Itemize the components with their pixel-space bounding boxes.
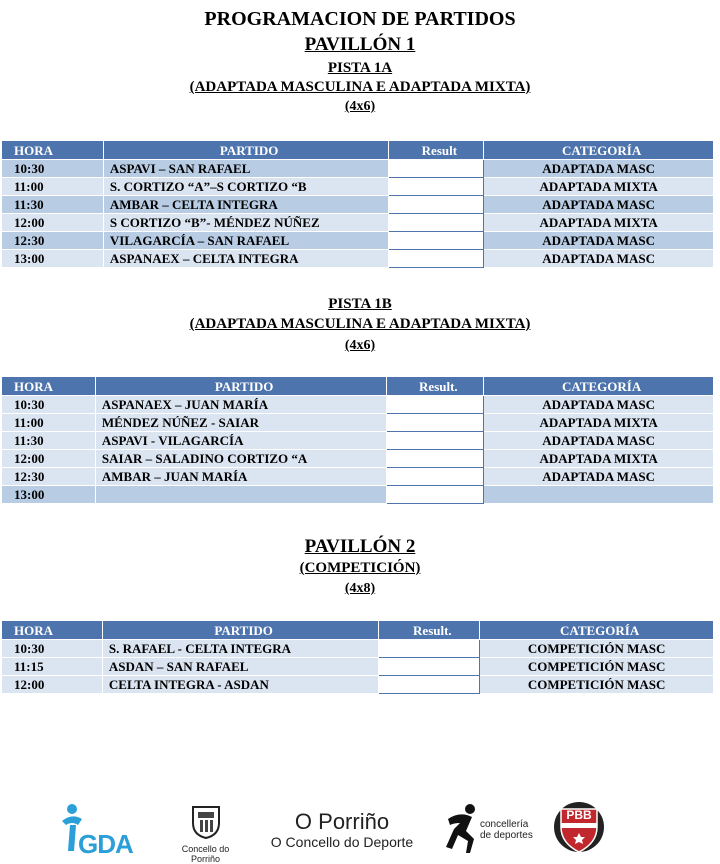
categoria-cell: ADAPTADA MASC xyxy=(484,232,714,250)
pbb-logo xyxy=(552,797,606,857)
categoria-cell: ADAPTADA MASC xyxy=(484,468,714,486)
categoria-cell: ADAPTADA MIXTA xyxy=(484,214,714,232)
oporrino-logo xyxy=(262,809,422,854)
crest-icon xyxy=(190,803,222,839)
result-cell[interactable] xyxy=(389,178,484,196)
categoria-cell: ADAPTADA MASC xyxy=(484,250,714,268)
pista1a-subtitle: (ADAPTADA MASCULINA E ADAPTADA MIXTA) xyxy=(189,79,531,95)
table-header-row xyxy=(2,621,714,640)
partido-cell: ASPANAEX – CELTA INTEGRA xyxy=(103,250,389,268)
hora-cell: 13:00 xyxy=(2,250,104,268)
categoria-cell: ADAPTADA MASC xyxy=(484,196,714,214)
result-cell[interactable] xyxy=(389,250,484,268)
hora-cell: 12:30 xyxy=(2,468,96,486)
table-row xyxy=(2,178,714,196)
col-categoria: CATEGORÍA xyxy=(484,141,714,160)
pavilion2-table xyxy=(1,620,714,694)
hora-cell: 11:00 xyxy=(2,414,96,432)
pavilion2-format: (4x8) xyxy=(344,581,376,596)
hora-cell: 11:15 xyxy=(2,658,103,676)
categoria-cell: ADAPTADA MASC xyxy=(484,432,714,450)
col-result: Result xyxy=(389,141,484,160)
table-row xyxy=(2,396,714,414)
table-header-row xyxy=(2,377,714,396)
partido-cell: S. RAFAEL - CELTA INTEGRA xyxy=(102,640,379,658)
pista1b-title: PISTA 1B xyxy=(328,296,392,312)
partido-cell: VILAGARCÍA – SAN RAFAEL xyxy=(103,232,389,250)
categoria-cell: COMPETICIÓN MASC xyxy=(480,676,714,694)
table-row xyxy=(2,640,714,658)
table-row xyxy=(2,468,714,486)
col-hora: HORA xyxy=(2,377,96,396)
table-row xyxy=(2,486,714,504)
table-header-row xyxy=(2,141,714,160)
result-cell[interactable] xyxy=(387,450,484,468)
col-result: Result. xyxy=(387,377,484,396)
page-title: PROGRAMACION DE PARTIDOS xyxy=(204,8,516,30)
hora-cell: 10:30 xyxy=(2,160,104,178)
gda-wordmark: GDA xyxy=(78,829,133,859)
result-cell[interactable] xyxy=(389,160,484,178)
table-row xyxy=(2,214,714,232)
pista1a-table xyxy=(1,140,714,268)
categoria-cell: ADAPTADA MASC xyxy=(484,396,714,414)
categoria-cell: COMPETICIÓN MASC xyxy=(480,658,714,676)
result-cell[interactable] xyxy=(387,414,484,432)
table-row xyxy=(2,160,714,178)
concello-porrino-label: Concello do Porriño xyxy=(181,844,230,864)
result-cell[interactable] xyxy=(387,396,484,414)
result-cell[interactable] xyxy=(379,658,480,676)
partido-cell xyxy=(95,486,387,504)
pbb-wordmark: PBB xyxy=(566,808,592,822)
categoria-cell: ADAPTADA MASC xyxy=(484,160,714,178)
partido-cell: AMBAR – CELTA INTEGRA xyxy=(103,196,389,214)
partido-cell: ASPANAEX – JUAN MARÍA xyxy=(95,396,387,414)
concelleria-deportes-logo xyxy=(440,801,550,857)
col-categoria: CATEGORÍA xyxy=(484,377,714,396)
hora-cell: 11:00 xyxy=(2,178,104,196)
runner-icon xyxy=(440,801,482,857)
oporrino-subtitle: O Concello do Deporte xyxy=(270,834,414,850)
categoria-cell: ADAPTADA MIXTA xyxy=(484,414,714,432)
table-row xyxy=(2,432,714,450)
hora-cell: 12:00 xyxy=(2,214,104,232)
table-row xyxy=(2,414,714,432)
concelleria-line2: de deportes xyxy=(480,830,533,841)
hora-cell: 11:30 xyxy=(2,432,96,450)
col-partido: PARTIDO xyxy=(103,141,389,160)
result-cell[interactable] xyxy=(387,486,484,504)
col-partido: PARTIDO xyxy=(102,621,379,640)
hora-cell: 13:00 xyxy=(2,486,96,504)
pista1b-subtitle: (ADAPTADA MASCULINA E ADAPTADA MIXTA) xyxy=(189,316,531,332)
result-cell[interactable] xyxy=(379,640,480,658)
table-row xyxy=(2,232,714,250)
partido-cell: MÉNDEZ NÚÑEZ - SAIAR xyxy=(95,414,387,432)
partido-cell: ASPAVI – SAN RAFAEL xyxy=(103,160,389,178)
pavilion1-title: PAVILLÓN 1 xyxy=(304,34,416,55)
pavilion2-title: PAVILLÓN 2 xyxy=(304,536,416,557)
hora-cell: 10:30 xyxy=(2,640,103,658)
table-row xyxy=(2,250,714,268)
col-hora: HORA xyxy=(2,141,104,160)
result-cell[interactable] xyxy=(389,214,484,232)
gda-logo xyxy=(58,799,146,859)
categoria-cell: COMPETICIÓN MASC xyxy=(480,640,714,658)
partido-cell: ASDAN – SAN RAFAEL xyxy=(102,658,379,676)
pista1b-format: (4x6) xyxy=(344,338,376,353)
pista1a-format: (4x6) xyxy=(344,99,376,114)
pista1b-table xyxy=(1,376,714,504)
hora-cell: 11:30 xyxy=(2,196,104,214)
categoria-cell: ADAPTADA MIXTA xyxy=(484,178,714,196)
hora-cell: 12:30 xyxy=(2,232,104,250)
table-row xyxy=(2,658,714,676)
partido-cell: SAIAR – SALADINO CORTIZO “A xyxy=(95,450,387,468)
partido-cell: CELTA INTEGRA - ASDAN xyxy=(102,676,379,694)
result-cell[interactable] xyxy=(387,432,484,450)
result-cell[interactable] xyxy=(389,232,484,250)
partido-cell: S. CORTIZO “A”–S CORTIZO “B xyxy=(103,178,389,196)
concello-porrino-logo xyxy=(168,803,243,864)
table-row xyxy=(2,196,714,214)
sponsor-logos xyxy=(0,795,720,864)
table-row xyxy=(2,450,714,468)
partido-cell: AMBAR – JUAN MARÍA xyxy=(95,468,387,486)
categoria-cell xyxy=(484,486,714,504)
col-categoria: CATEGORÍA xyxy=(480,621,714,640)
hora-cell: 10:30 xyxy=(2,396,96,414)
hora-cell: 12:00 xyxy=(2,450,96,468)
categoria-cell: ADAPTADA MIXTA xyxy=(484,450,714,468)
oporrino-title: O Porriño xyxy=(294,809,390,834)
hora-cell: 12:00 xyxy=(2,676,103,694)
col-result: Result. xyxy=(379,621,480,640)
pista1a-title: PISTA 1A xyxy=(327,60,393,76)
partido-cell: ASPAVI - VILAGARCÍA xyxy=(95,432,387,450)
result-cell[interactable] xyxy=(387,468,484,486)
col-partido: PARTIDO xyxy=(95,377,387,396)
table-row xyxy=(2,676,714,694)
partido-cell: S CORTIZO “B”- MÉNDEZ NÚÑEZ xyxy=(103,214,389,232)
concelleria-line1: concellería xyxy=(480,819,529,830)
pavilion2-subtitle: (COMPETICIÓN) xyxy=(299,560,421,576)
result-cell[interactable] xyxy=(389,196,484,214)
result-cell[interactable] xyxy=(379,676,480,694)
pbb-shield-icon xyxy=(552,797,606,857)
col-hora: HORA xyxy=(2,621,103,640)
